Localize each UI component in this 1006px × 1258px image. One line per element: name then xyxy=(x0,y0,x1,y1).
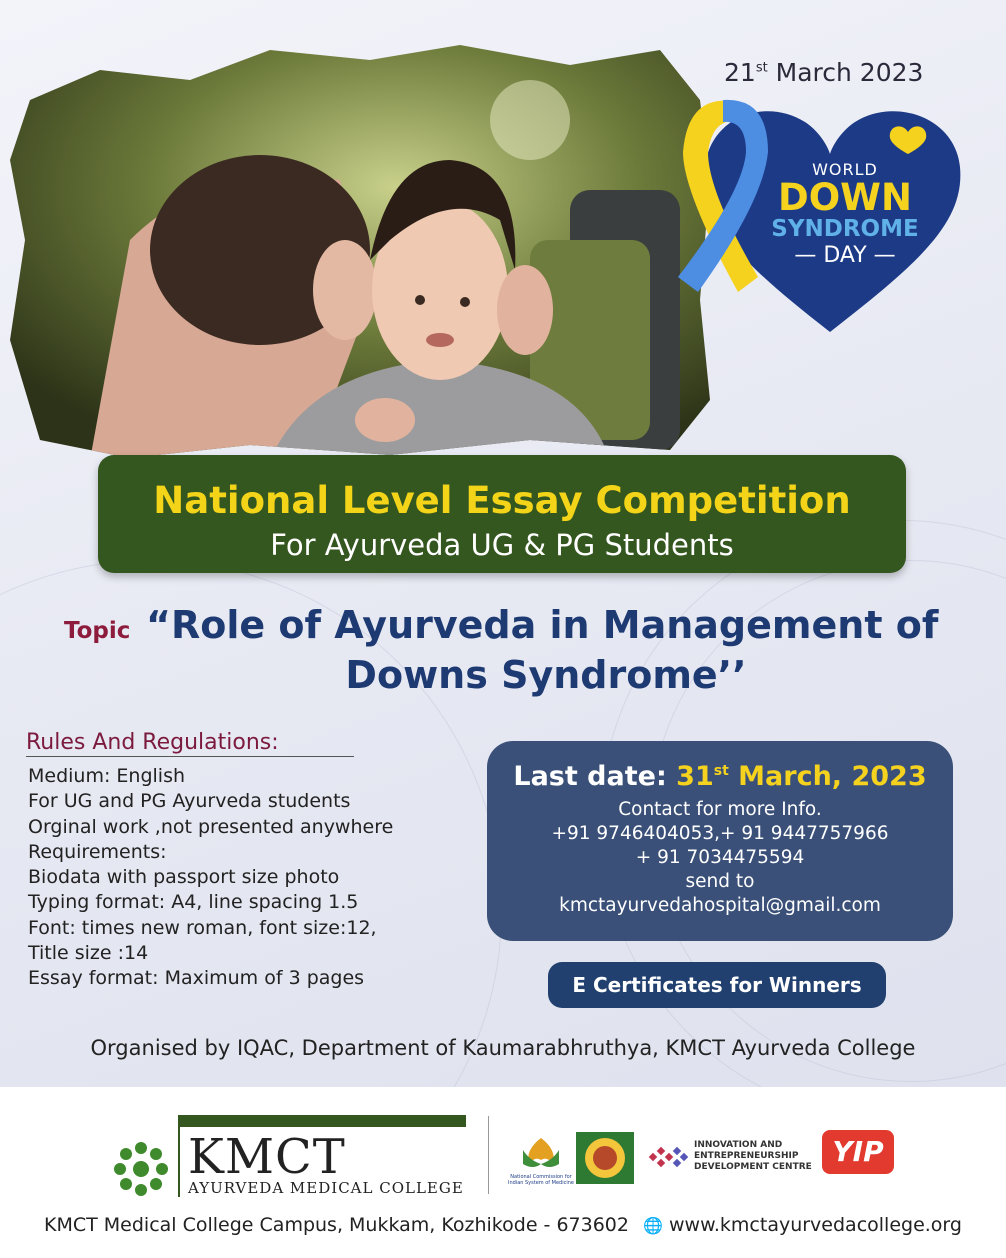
list-item: For UG and PG Ayurveda students xyxy=(28,790,351,813)
topic-line-2: Downs Syndrome’’ xyxy=(345,653,747,697)
kmct-logo xyxy=(178,1115,466,1197)
heart-badge-text xyxy=(740,160,950,271)
kmct-emblem-icon xyxy=(110,1138,172,1200)
contact-email[interactable]: kmctayurvedahospital@gmail.com xyxy=(559,895,881,916)
title-banner xyxy=(98,455,906,573)
iedc-text: INNOVATION AND ENTREPRENEURSHIP DEVELOPMENT CENTRE xyxy=(694,1140,812,1172)
banner-subtitle: For Ayurveda UG & PG Students xyxy=(270,528,734,562)
list-item: Requirements: xyxy=(28,840,167,863)
organiser-text: Organised by IQAC, Department of Kaumarabhruthya, KMCT Ayurveda College xyxy=(90,1036,916,1060)
kmct-subtitle: AYURVEDA MEDICAL COLLEGE xyxy=(188,1179,464,1197)
topic-title xyxy=(146,600,946,700)
kmct-logo-bar xyxy=(180,1115,466,1127)
list-item: Medium: English xyxy=(28,765,186,787)
badge-syndrome: SYNDROME xyxy=(771,216,919,242)
badge-down: DOWN xyxy=(778,176,912,219)
list-item: Biodata with passport size photo xyxy=(28,866,340,889)
university-seal-icon xyxy=(576,1132,634,1184)
ncism-caption: National Commission for Indian System of Medicine xyxy=(507,1174,574,1186)
footer-divider xyxy=(488,1116,489,1194)
contact-box xyxy=(487,741,953,941)
address-text: KMCT Medical College Campus, Mukkam, Kozhikode - 673602 xyxy=(44,1214,629,1236)
list-item: Font: times new roman, font size:12, xyxy=(28,916,377,939)
banner-title: National Level Essay Competition xyxy=(153,479,851,522)
kmct-name: KMCT xyxy=(188,1129,346,1185)
badge-world: WORLD xyxy=(812,160,878,179)
certificate-badge: E Certificates for Winners xyxy=(548,962,886,1008)
rules-heading: Rules And Regulations: xyxy=(26,730,354,757)
badge-day: — DAY — xyxy=(794,243,896,268)
event-date: 21st March 2023 xyxy=(724,58,924,87)
yip-logo: YIP xyxy=(822,1130,894,1174)
list-item: Typing format: A4, line spacing 1.5 xyxy=(28,891,359,914)
footer-address xyxy=(0,1214,1006,1236)
iedc-logo-icon xyxy=(648,1142,688,1172)
topic-line-1: “Role of Ayurveda in Management of xyxy=(146,603,939,647)
rules-list xyxy=(28,764,393,992)
list-item: Essay format: Maximum of 3 pages xyxy=(28,967,365,990)
website-link[interactable]: www.kmctayurvedacollege.org xyxy=(669,1214,962,1236)
globe-icon: 🌐 xyxy=(643,1216,663,1235)
list-item: Title size :14 xyxy=(28,942,149,965)
send-to-label: send to xyxy=(685,871,755,892)
contact-info-label: Contact for more Info. xyxy=(618,799,822,820)
contact-phone-1[interactable]: +91 9746404053,+ 91 9447757966 xyxy=(551,823,889,844)
topic-label: Topic xyxy=(64,618,131,644)
list-item: Orginal work ,not presented anywhere xyxy=(28,815,394,838)
last-date: Last date: 31st March, 2023 xyxy=(513,761,927,792)
hero-photo xyxy=(10,40,710,460)
contact-phone-2[interactable]: + 91 7034475594 xyxy=(635,847,805,868)
